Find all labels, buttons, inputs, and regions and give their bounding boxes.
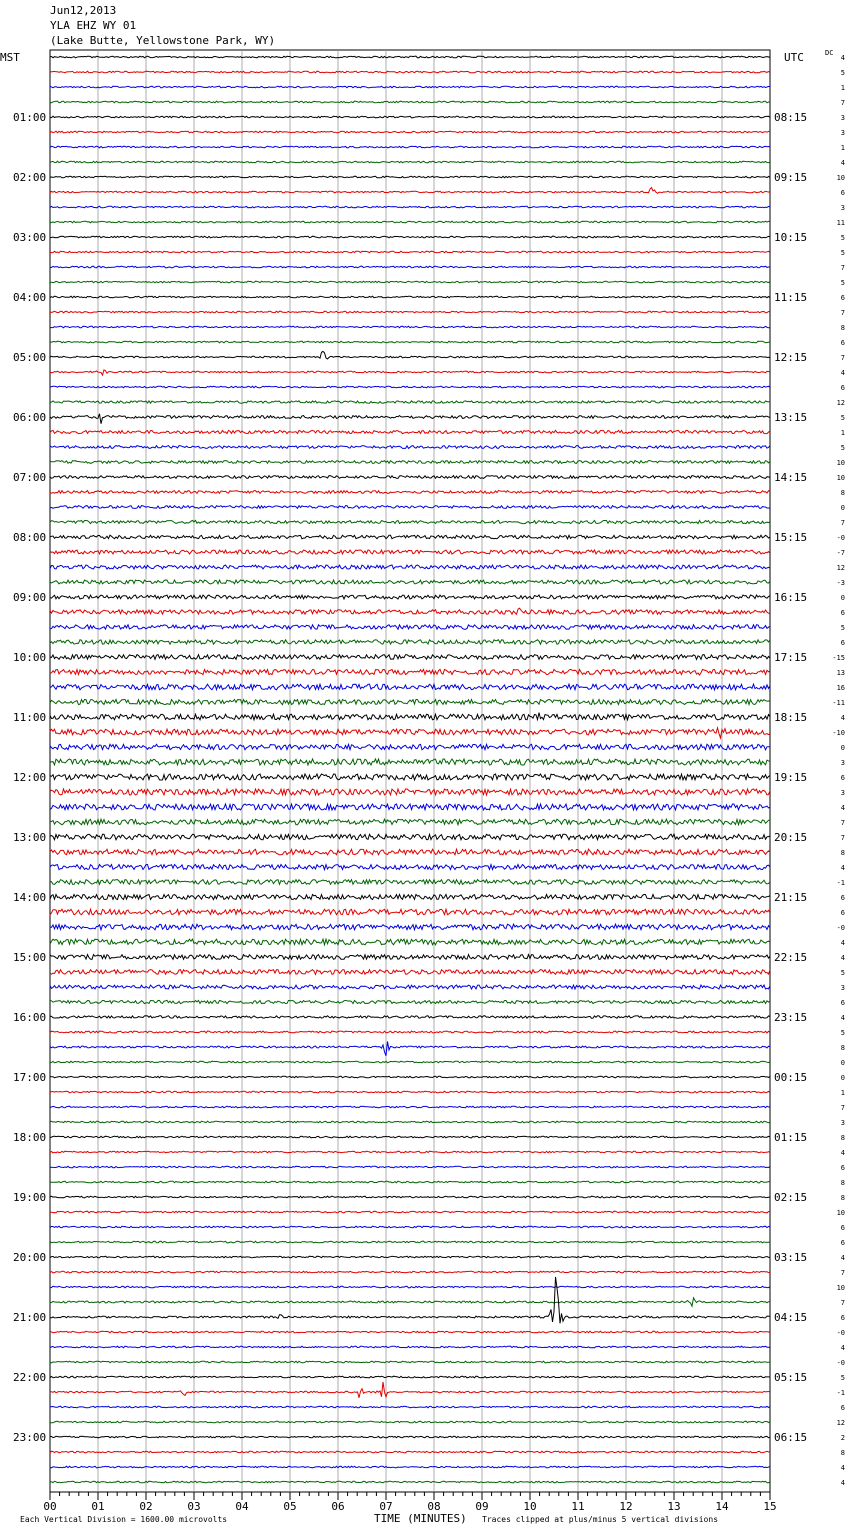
- seismic-trace: [50, 176, 770, 178]
- left-hour-label: 22:00: [13, 1371, 47, 1384]
- seismic-trace: [50, 1331, 770, 1333]
- seismic-trace: [50, 865, 770, 870]
- seismic-trace: [50, 1091, 770, 1093]
- dc-offset-value: 6: [840, 1404, 845, 1412]
- seismic-trace: [50, 221, 770, 223]
- dc-offset-value: 4: [840, 864, 845, 872]
- seismic-trace: [50, 1016, 770, 1018]
- left-hour-label: 14:00: [13, 891, 47, 904]
- seismic-trace: [50, 1256, 770, 1258]
- dc-offset-value: 12: [836, 1419, 845, 1427]
- seismic-trace: [50, 506, 770, 509]
- dc-offset-value: -0: [836, 924, 845, 932]
- dc-offset-value: 6: [840, 294, 845, 302]
- right-hour-label: 22:15: [774, 951, 808, 964]
- seismic-trace: [50, 326, 770, 328]
- dc-offset-value: 8: [840, 1134, 845, 1142]
- right-hour-label: 02:15: [774, 1191, 808, 1204]
- dc-offset-value: -0: [836, 534, 845, 542]
- dc-offset-value: 6: [840, 999, 845, 1007]
- dc-offset-value: 0: [840, 1059, 845, 1067]
- seismic-trace: [50, 430, 770, 433]
- seismic-trace: [50, 414, 770, 424]
- x-tick-label: 00: [43, 1500, 57, 1513]
- seismic-trace: [50, 1298, 770, 1306]
- left-hour-label: 01:00: [13, 111, 47, 124]
- seismic-trace: [50, 985, 770, 989]
- right-hour-label: 23:15: [774, 1011, 808, 1024]
- dc-offset-value: -3: [836, 579, 845, 587]
- seismic-trace: [50, 1361, 770, 1363]
- left-hour-label: 04:00: [13, 291, 47, 304]
- dc-offset-heading: DC: [825, 49, 834, 57]
- seismic-trace: [50, 1451, 770, 1453]
- dc-offset-value: 5: [840, 234, 845, 242]
- right-hour-label: 09:15: [774, 171, 808, 184]
- seismic-trace: [50, 804, 770, 810]
- seismic-trace: [50, 71, 770, 73]
- left-hour-label: 20:00: [13, 1251, 47, 1264]
- right-hour-label: 11:15: [774, 291, 808, 304]
- right-hour-label: 00:15: [774, 1071, 808, 1084]
- seismic-trace: [50, 351, 770, 359]
- dc-offset-value: 6: [840, 909, 845, 917]
- dc-offset-value: 6: [840, 1164, 845, 1172]
- dc-offset-value: 4: [840, 369, 845, 377]
- seismic-trace: [50, 880, 770, 885]
- dc-offset-value: -1: [836, 1389, 845, 1397]
- seismic-trace: [50, 728, 770, 738]
- chart-date: Jun12,2013: [50, 4, 117, 17]
- dc-offset-value: 5: [840, 1029, 845, 1037]
- dc-offset-value: -10: [832, 729, 845, 737]
- seismic-trace: [50, 744, 770, 750]
- seismic-trace: [50, 446, 770, 449]
- seismic-trace: [50, 955, 770, 960]
- left-hour-label: 19:00: [13, 1191, 47, 1204]
- right-hour-label: 16:15: [774, 591, 808, 604]
- dc-offset-value: 11: [836, 219, 845, 227]
- seismic-trace: [50, 1076, 770, 1078]
- dc-offset-value: 3: [840, 1119, 845, 1127]
- seismic-trace: [50, 580, 770, 584]
- dc-offset-value: -0: [836, 1359, 845, 1367]
- right-hour-label: 12:15: [774, 351, 808, 364]
- left-hour-label: 10:00: [13, 651, 47, 664]
- left-hour-label: 16:00: [13, 1011, 47, 1024]
- seismic-trace: [50, 1226, 770, 1228]
- seismic-trace: [50, 970, 770, 975]
- dc-offset-value: 3: [840, 984, 845, 992]
- dc-offset-value: 0: [840, 504, 845, 512]
- seismic-trace: [50, 819, 770, 825]
- right-hour-label: 15:15: [774, 531, 808, 544]
- dc-offset-value: 7: [840, 354, 845, 362]
- dc-offset-value: 5: [840, 69, 845, 77]
- x-tick-label: 10: [523, 1500, 537, 1513]
- seismic-trace: [50, 341, 770, 343]
- dc-offset-value: 6: [840, 1224, 845, 1232]
- dc-offset-value: 10: [836, 474, 845, 482]
- right-hour-label: 10:15: [774, 231, 808, 244]
- right-hour-label: 06:15: [774, 1431, 808, 1444]
- dc-offset-value: 5: [840, 279, 845, 287]
- dc-offset-value: 8: [840, 849, 845, 857]
- seismic-trace: [50, 1421, 770, 1423]
- left-hour-label: 08:00: [13, 531, 47, 544]
- seismic-trace: [50, 640, 770, 644]
- right-hour-label: 01:15: [774, 1131, 808, 1144]
- dc-offset-value: 2: [840, 1434, 845, 1442]
- dc-offset-value: 3: [840, 129, 845, 137]
- seismic-trace: [50, 1041, 770, 1055]
- x-tick-label: 12: [619, 1500, 633, 1513]
- seismic-trace: [50, 161, 770, 163]
- seismic-trace: [50, 1286, 770, 1288]
- dc-offset-value: 4: [840, 1149, 845, 1157]
- right-hour-label: 05:15: [774, 1371, 808, 1384]
- seismic-trace: [50, 311, 770, 313]
- dc-offset-value: -7: [836, 549, 845, 557]
- right-hour-label: 14:15: [774, 471, 808, 484]
- seismic-trace: [50, 1181, 770, 1183]
- seismic-trace: [50, 1481, 770, 1483]
- seismic-trace: [50, 1382, 770, 1398]
- dc-offset-value: 1: [840, 1089, 845, 1097]
- seismic-trace: [50, 924, 770, 930]
- station-code: YLA EHZ WY 01: [50, 19, 137, 32]
- seismic-trace: [50, 834, 770, 840]
- x-tick-label: 06: [331, 1500, 345, 1513]
- dc-offset-value: 3: [840, 789, 845, 797]
- left-hour-label: 15:00: [13, 951, 47, 964]
- clip-note: Traces clipped at plus/minus 5 vertical divisions: [482, 1515, 719, 1524]
- dc-offset-value: 6: [840, 1239, 845, 1247]
- seismic-trace: [50, 491, 770, 494]
- x-tick-label: 02: [139, 1500, 153, 1513]
- seismic-trace: [50, 1196, 770, 1198]
- dc-offset-value: 10: [836, 174, 845, 182]
- right-hour-label: 13:15: [774, 411, 808, 424]
- dc-offset-value: 5: [840, 1374, 845, 1382]
- seismic-trace: [50, 1136, 770, 1138]
- right-hour-label: 20:15: [774, 831, 808, 844]
- dc-offset-value: -0: [836, 1329, 845, 1337]
- dc-offset-value: 7: [840, 519, 845, 527]
- seismic-trace: [50, 56, 770, 58]
- right-hour-label: 17:15: [774, 651, 808, 664]
- x-tick-label: 01: [91, 1500, 105, 1513]
- dc-offset-value: 7: [840, 1299, 845, 1307]
- dc-offset-value: 1: [840, 144, 845, 152]
- left-hour-label: 06:00: [13, 411, 47, 424]
- seismic-trace: [50, 1277, 770, 1323]
- dc-offset-value: 4: [840, 159, 845, 167]
- dc-offset-value: 6: [840, 1314, 845, 1322]
- dc-offset-value: 5: [840, 444, 845, 452]
- x-tick-label: 07: [379, 1500, 393, 1513]
- seismic-trace: [50, 789, 770, 795]
- seismic-trace: [50, 1271, 770, 1273]
- dc-offset-value: 6: [840, 384, 845, 392]
- seismic-trace: [50, 251, 770, 253]
- dc-offset-value: 5: [840, 624, 845, 632]
- dc-offset-value: 4: [840, 714, 845, 722]
- dc-offset-value: 8: [840, 1179, 845, 1187]
- seismic-trace: [50, 1031, 770, 1033]
- seismic-trace: [50, 684, 770, 690]
- station-location: (Lake Butte, Yellowstone Park, WY): [50, 34, 276, 47]
- scale-note: Each Vertical Division = 1600.00 microvolts: [20, 1515, 228, 1524]
- dc-offset-value: 1: [840, 84, 845, 92]
- dc-offset-value: 7: [840, 99, 845, 107]
- dc-offset-value: 4: [840, 1344, 845, 1352]
- dc-offset-value: 8: [840, 1449, 845, 1457]
- x-tick-label: 09: [475, 1500, 489, 1513]
- seismic-trace: [50, 1346, 770, 1348]
- seismic-trace: [50, 1376, 770, 1378]
- x-tick-label: 14: [715, 1500, 729, 1513]
- seismic-trace: [50, 894, 770, 899]
- left-hour-label: 18:00: [13, 1131, 47, 1144]
- dc-offset-value: 7: [840, 1269, 845, 1277]
- left-hour-label: 07:00: [13, 471, 47, 484]
- left-hour-label: 13:00: [13, 831, 47, 844]
- seismic-trace: [50, 1211, 770, 1213]
- dc-offset-value: 8: [840, 1194, 845, 1202]
- seismic-trace: [50, 116, 770, 118]
- dc-offset-value: 6: [840, 609, 845, 617]
- seismic-trace: [50, 909, 770, 915]
- seismic-trace: [50, 669, 770, 675]
- seismic-trace: [50, 1241, 770, 1243]
- x-tick-label: 04: [235, 1500, 249, 1513]
- seismic-trace: [50, 86, 770, 88]
- seismic-trace: [50, 1466, 770, 1468]
- dc-offset-value: -1: [836, 879, 845, 887]
- dc-offset-value: 7: [840, 309, 845, 317]
- seismic-trace: [50, 1166, 770, 1168]
- seismic-trace: [50, 1106, 770, 1108]
- seismic-trace: [50, 1436, 770, 1438]
- dc-offset-value: 7: [840, 264, 845, 272]
- seismic-trace: [50, 266, 770, 268]
- right-hour-label: 03:15: [774, 1251, 808, 1264]
- dc-offset-value: 8: [840, 324, 845, 332]
- dc-offset-value: 3: [840, 204, 845, 212]
- dc-offset-value: 3: [840, 759, 845, 767]
- left-hour-label: 09:00: [13, 591, 47, 604]
- seismic-trace: [50, 849, 770, 855]
- seismic-trace: [50, 188, 770, 194]
- seismic-trace: [50, 550, 770, 554]
- seismic-trace: [50, 476, 770, 479]
- dc-offset-value: -15: [832, 654, 845, 662]
- seismic-trace: [50, 1121, 770, 1123]
- left-hour-label: 11:00: [13, 711, 47, 724]
- left-hour-label: 12:00: [13, 771, 47, 784]
- x-tick-label: 15: [763, 1500, 777, 1513]
- right-timezone: UTC: [784, 51, 804, 64]
- seismic-trace: [50, 535, 770, 539]
- dc-offset-value: 5: [840, 414, 845, 422]
- dc-offset-value: 4: [840, 804, 845, 812]
- dc-offset-value: 5: [840, 969, 845, 977]
- seismic-trace: [50, 595, 770, 599]
- dc-offset-value: 3: [840, 114, 845, 122]
- seismic-trace: [50, 206, 770, 208]
- dc-offset-value: 4: [840, 1479, 845, 1487]
- dc-offset-value: 12: [836, 564, 845, 572]
- left-hour-label: 02:00: [13, 171, 47, 184]
- x-axis-title: TIME (MINUTES): [374, 1512, 467, 1525]
- x-tick-label: 05: [283, 1500, 297, 1513]
- dc-offset-value: 4: [840, 1464, 845, 1472]
- dc-offset-value: 10: [836, 1209, 845, 1217]
- seismic-trace: [50, 370, 770, 375]
- right-hour-label: 04:15: [774, 1311, 808, 1324]
- right-hour-label: 08:15: [774, 111, 808, 124]
- seismic-trace: [50, 236, 770, 238]
- seismic-trace: [50, 131, 770, 133]
- dc-offset-value: 8: [840, 1044, 845, 1052]
- seismic-trace: [50, 101, 770, 103]
- dc-offset-value: 13: [836, 669, 845, 677]
- dc-offset-value: 10: [836, 1284, 845, 1292]
- seismic-trace: [50, 939, 770, 945]
- seismic-trace: [50, 1406, 770, 1408]
- right-hour-label: 21:15: [774, 891, 808, 904]
- dc-offset-value: 1: [840, 429, 845, 437]
- seismic-trace: [50, 565, 770, 569]
- dc-offset-value: 4: [840, 1254, 845, 1262]
- dc-offset-value: 4: [840, 939, 845, 947]
- dc-offset-value: 6: [840, 639, 845, 647]
- seismic-trace: [50, 296, 770, 298]
- dc-offset-value: 6: [840, 189, 845, 197]
- seismic-trace: [50, 1061, 770, 1063]
- left-hour-label: 21:00: [13, 1311, 47, 1324]
- x-tick-label: 03: [187, 1500, 201, 1513]
- dc-offset-value: 5: [840, 249, 845, 257]
- x-tick-label: 08: [427, 1500, 441, 1513]
- dc-offset-value: 6: [840, 894, 845, 902]
- x-tick-label: 11: [571, 1500, 585, 1513]
- dc-offset-value: 0: [840, 1074, 845, 1082]
- seismic-trace: [50, 146, 770, 148]
- seismic-trace: [50, 699, 770, 704]
- dc-offset-value: 12: [836, 399, 845, 407]
- dc-offset-value: 4: [840, 954, 845, 962]
- seismic-trace: [50, 655, 770, 660]
- dc-offset-value: -11: [832, 699, 845, 707]
- dc-offset-value: 6: [840, 774, 845, 782]
- seismic-trace: [50, 461, 770, 464]
- seismic-trace: [50, 713, 770, 720]
- left-hour-label: 17:00: [13, 1071, 47, 1084]
- dc-offset-value: 16: [836, 684, 845, 692]
- x-tick-label: 13: [667, 1500, 681, 1513]
- dc-offset-value: 7: [840, 819, 845, 827]
- dc-offset-value: 0: [840, 744, 845, 752]
- dc-offset-value: 7: [840, 834, 845, 842]
- seismic-trace: [50, 520, 770, 523]
- seismic-trace: [50, 608, 770, 614]
- dc-offset-value: 6: [840, 339, 845, 347]
- dc-offset-value: 7: [840, 1104, 845, 1112]
- left-hour-label: 23:00: [13, 1431, 47, 1444]
- seismic-trace: [50, 401, 770, 403]
- dc-offset-value: 4: [840, 54, 845, 62]
- seismic-trace: [50, 774, 770, 780]
- dc-offset-value: 8: [840, 489, 845, 497]
- seismic-trace: [50, 281, 770, 283]
- left-hour-label: 03:00: [13, 231, 47, 244]
- dc-offset-value: 10: [836, 459, 845, 467]
- left-timezone: MST: [0, 51, 20, 64]
- left-hour-label: 05:00: [13, 351, 47, 364]
- right-hour-label: 19:15: [774, 771, 808, 784]
- seismic-trace: [50, 625, 770, 629]
- dc-offset-value: 0: [840, 594, 845, 602]
- seismic-trace: [50, 1151, 770, 1153]
- seismic-trace: [50, 1000, 770, 1003]
- seismic-trace: [50, 386, 770, 388]
- seismic-trace: [50, 759, 770, 765]
- right-hour-label: 18:15: [774, 711, 808, 724]
- dc-offset-value: 4: [840, 1014, 845, 1022]
